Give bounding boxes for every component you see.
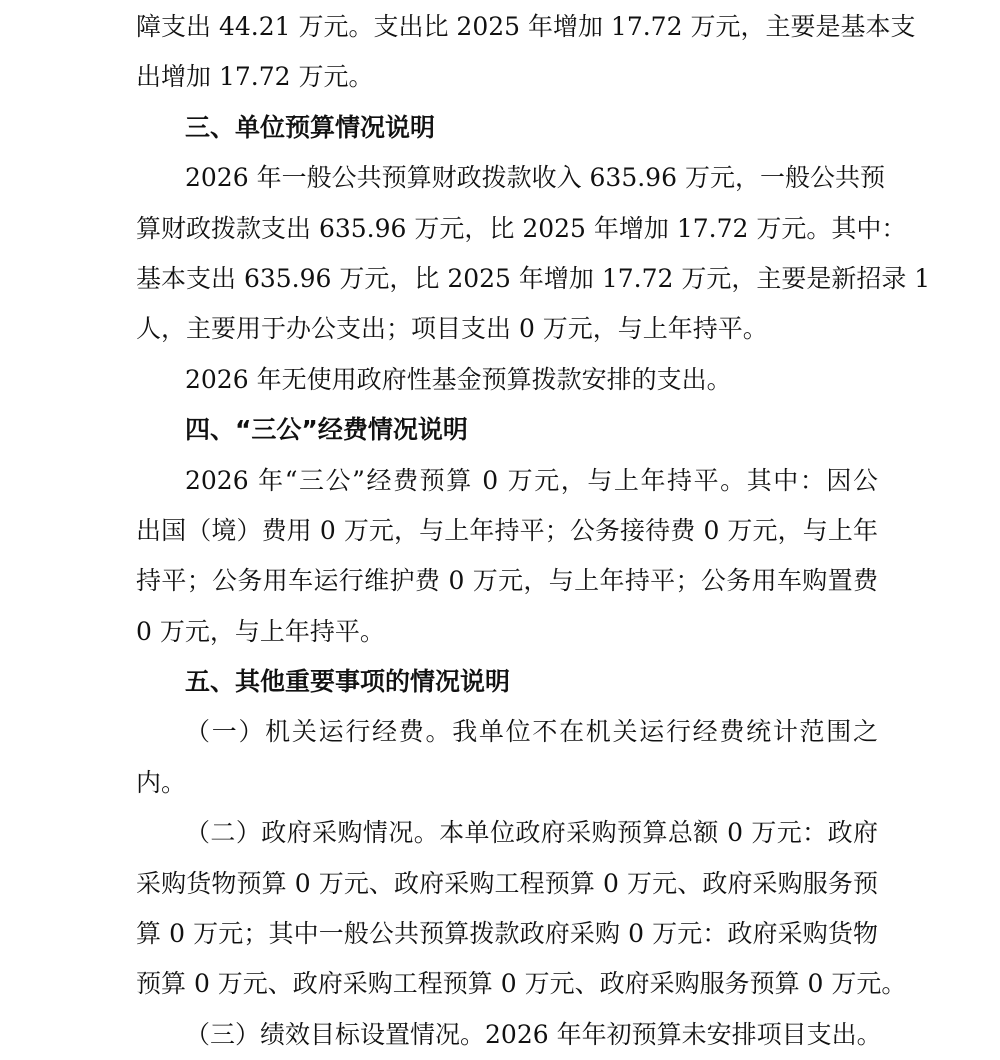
text-line: 采购货物预算 0 万元、政府采购工程预算 0 万元、政府采购服务预	[136, 868, 878, 898]
document-page	[136, 2, 931, 1060]
paragraph	[136, 355, 878, 405]
text-line: 算财政拨款支出 635.96 万元，比 2025 年增加 17.72 万元。其中：	[136, 213, 907, 243]
text-line: （二）政府采购情况。本单位政府采购预算总额 0 万元：政府	[185, 818, 878, 848]
text-line: 障支出 44.21 万元。支出比 2025 年增加 17.72 万元，主要是基本支	[136, 12, 916, 41]
section-heading	[136, 103, 878, 153]
section-heading	[136, 657, 878, 707]
text-line: 2026 年无使用政府性基金预算拨款安排的支出。	[185, 364, 732, 394]
text-line: 2026 年一般公共预算财政拨款收入 635.96 万元，一般公共预	[185, 163, 885, 193]
text-line: 0 万元，与上年持平。	[136, 616, 385, 646]
paragraph	[136, 707, 878, 808]
text-line: 出增加 17.72 万元。	[136, 62, 374, 92]
heading-text: 五、其他重要事项的情况说明	[185, 667, 511, 697]
section-heading	[136, 405, 878, 455]
text-line: 2026 年“三公”经费预算 0 万元，与上年持平。其中：因公	[185, 465, 878, 495]
text-line: 预算 0 万元、政府采购工程预算 0 万元、政府采购服务预算 0 万元。	[136, 969, 907, 999]
heading-text: 三、单位预算情况说明	[185, 112, 436, 142]
text-line: 算 0 万元；其中一般公共预算拨款政府采购 0 万元：政府采购货物	[136, 919, 878, 949]
text-line: 人，主要用于办公支出；项目支出 0 万元，与上年持平。	[136, 314, 768, 344]
paragraph	[136, 2, 916, 103]
paragraph	[136, 1010, 882, 1060]
heading-text: 四、“三公”经费情况说明	[185, 415, 468, 445]
text-line: 出国（境）费用 0 万元，与上年持平；公务接待费 0 万元，与上年	[136, 515, 878, 545]
text-line: 内。	[136, 767, 187, 797]
paragraph	[136, 456, 878, 658]
paragraph	[136, 808, 907, 1010]
text-line: （三）绩效目标设置情况。2026 年年初预算未安排项目支出。	[185, 1019, 882, 1049]
paragraph	[136, 153, 931, 355]
text-line: 持平；公务用车运行维护费 0 万元，与上年持平；公务用车购置费	[136, 566, 878, 596]
text-line: 基本支出 635.96 万元，比 2025 年增加 17.72 万元，主要是新招录 1	[136, 263, 931, 293]
text-line: （一）机关运行经费。我单位不在机关运行经费统计范围之	[185, 717, 878, 747]
